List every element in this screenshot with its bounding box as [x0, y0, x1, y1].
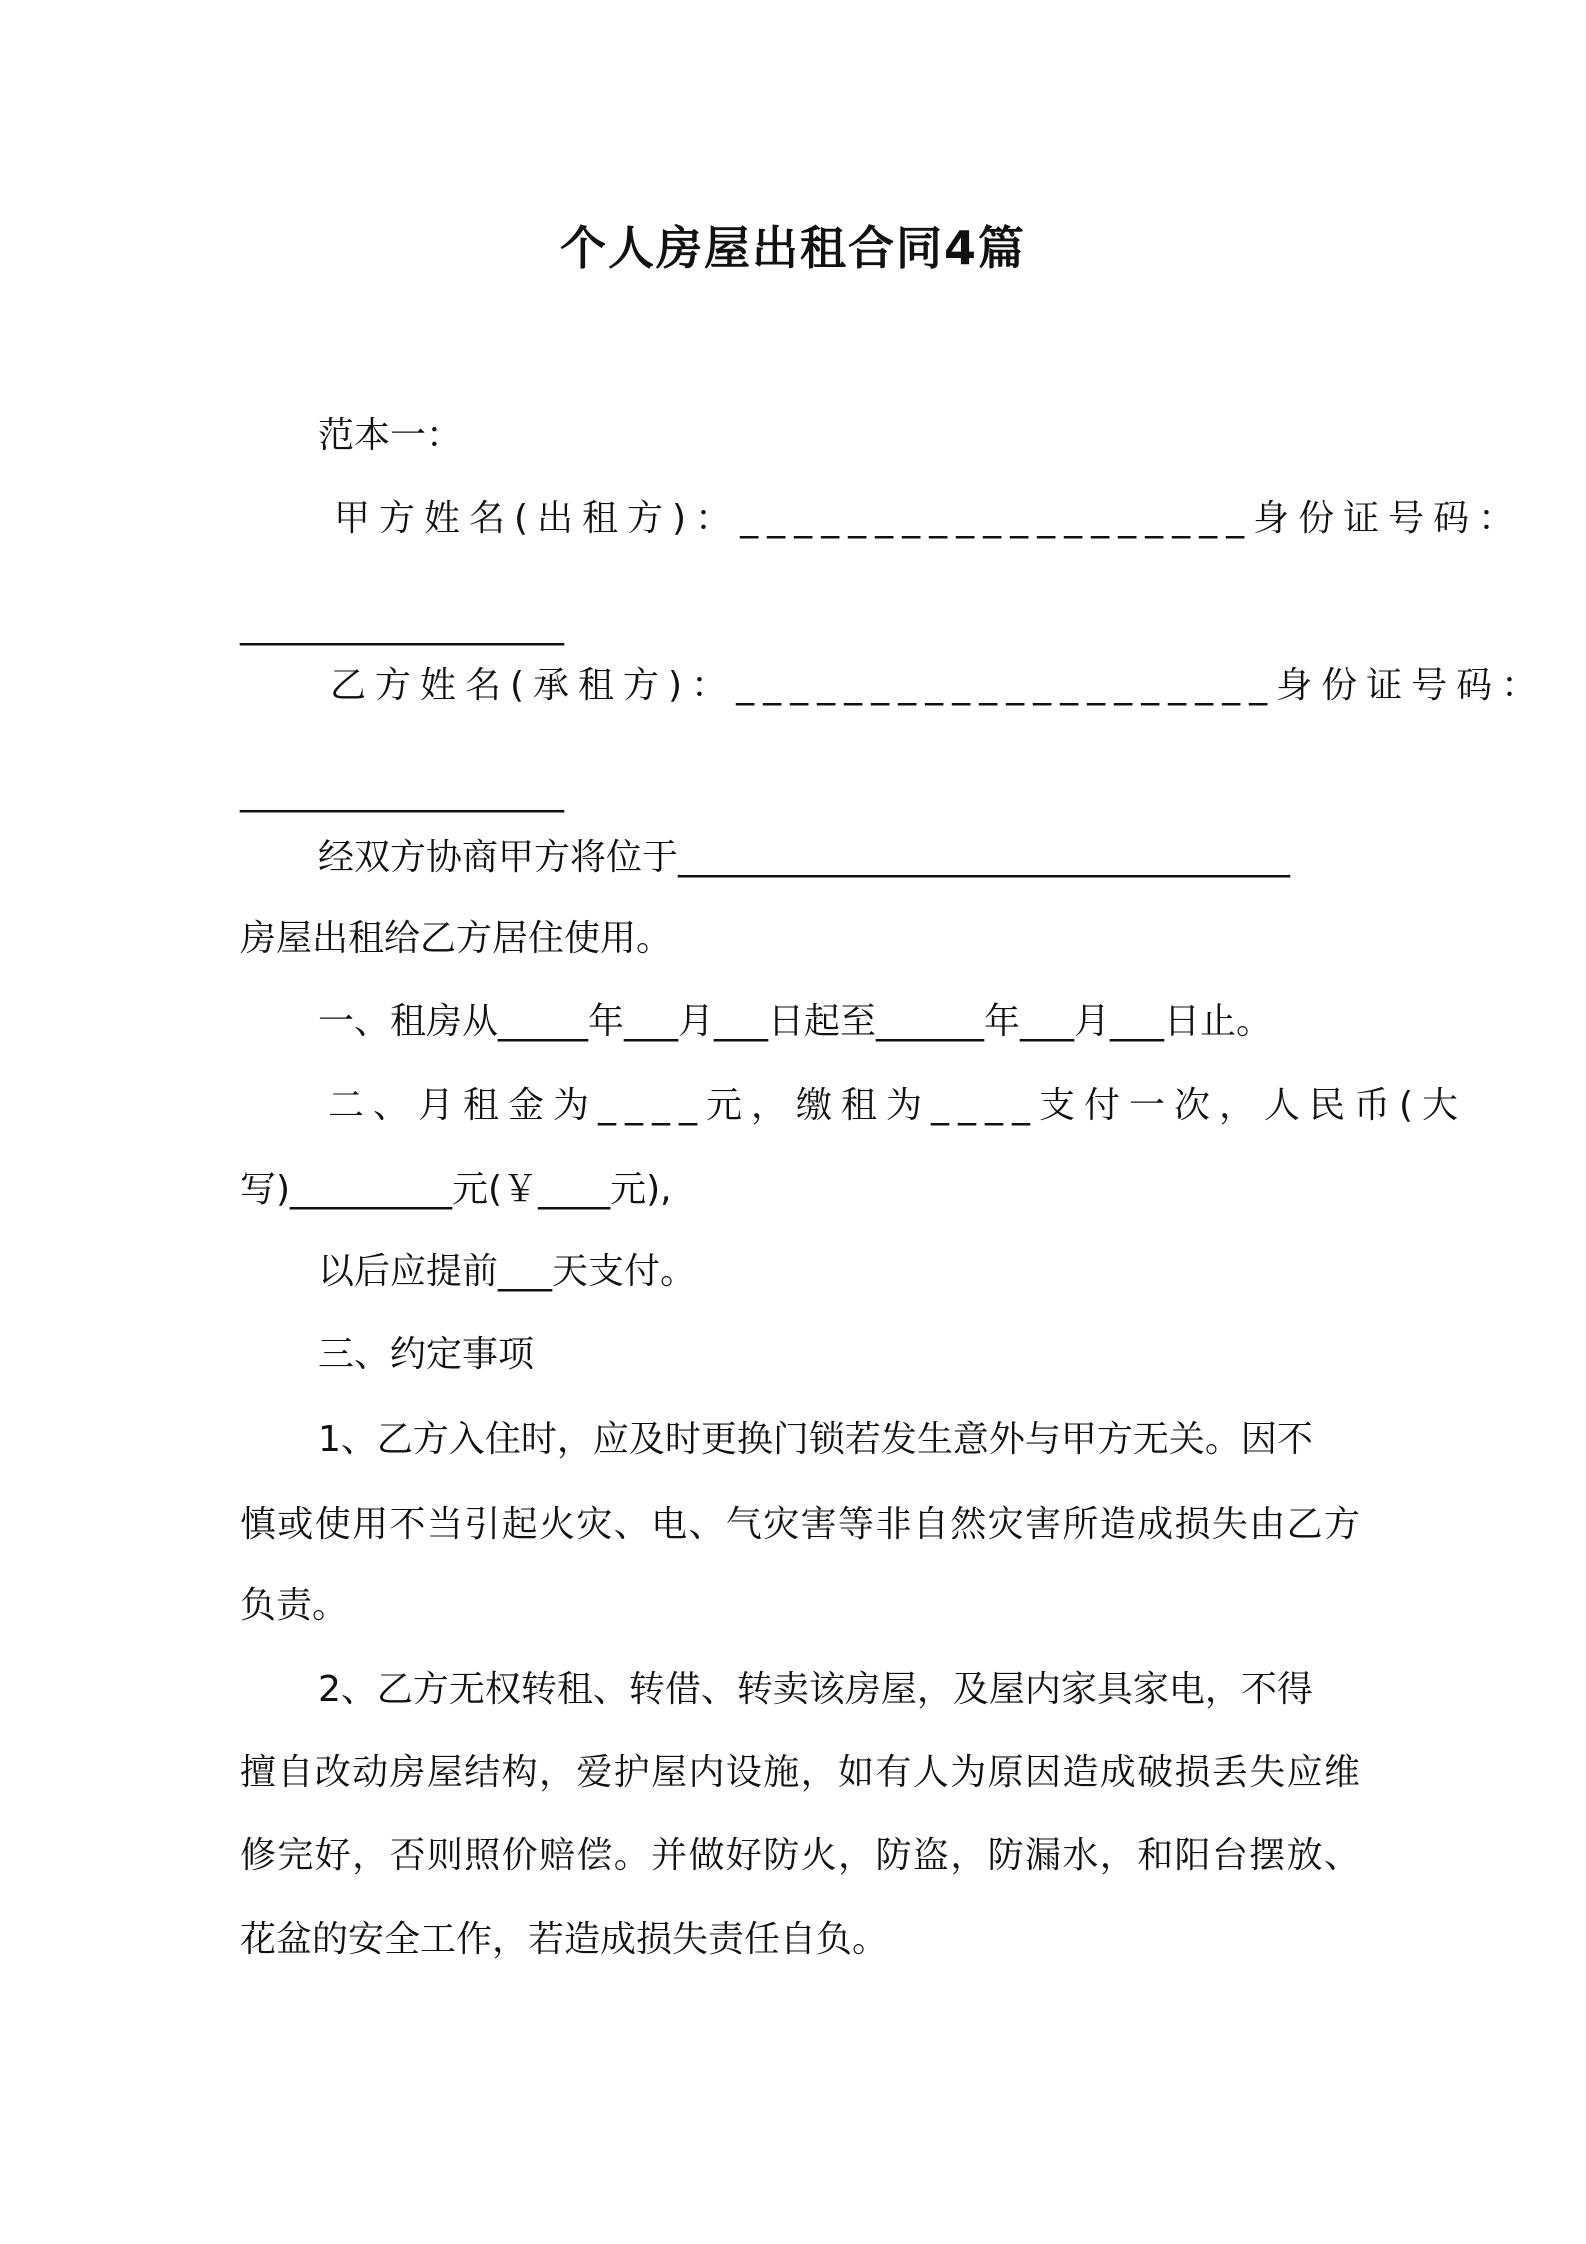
payment-notice-line: 以后应提前___天支付。	[318, 1251, 697, 1292]
party-a-name-line: 甲方姓名(出租方)：___________________身份证号码：	[334, 498, 1524, 539]
party-b-id-blank: __________________	[240, 772, 564, 813]
property-use-line: 房屋出租给乙方居住使用。	[240, 918, 673, 959]
lease-term-line: 一、租房从_____年___月___日起至______年___月___日止。	[318, 1001, 1273, 1042]
clause-2-line-4: 花盆的安全工作，若造成损失责任自负。	[240, 1919, 889, 1960]
clause-2-line-1: 2、乙方无权转租、转借、转卖该房屋，及屋内家具家电，不得	[318, 1669, 1313, 1710]
document-title: 个人房屋出租合同4篇	[559, 221, 1026, 275]
clause-1-line-1: 1、乙方入住时，应及时更换门锁若发生意外与甲方无关。因不	[318, 1419, 1313, 1460]
party-b-name-line: 乙方姓名(承租方)：____________________身份证号码：	[330, 665, 1547, 706]
property-location-line: 经双方协商甲方将位于__________________________________	[318, 837, 1291, 878]
party-a-id-blank: __________________	[240, 605, 564, 646]
clause-1-line-3: 负责。	[240, 1585, 349, 1626]
template-label: 范本一：	[318, 415, 463, 456]
section-heading: 三、约定事项	[318, 1334, 535, 1375]
clause-2-line-3: 修完好，否则照价赔偿。并做好防火，防盗，防漏水，和阳台摆放、	[240, 1835, 1360, 1876]
clause-1-line-2: 慎或使用不当引起火灾、电、气灾害等非自然灾害所造成损失由乙方	[240, 1504, 1360, 1545]
rent-line: 二、月租金为____元，缴租为____支付一次，人民币(大	[328, 1085, 1468, 1126]
rent-amount-line: 写)_________元(￥____元),	[240, 1169, 672, 1210]
clause-2-line-2: 擅自改动房屋结构，爱护屋内设施，如有人为原因造成破损丢失应维	[240, 1752, 1360, 1793]
